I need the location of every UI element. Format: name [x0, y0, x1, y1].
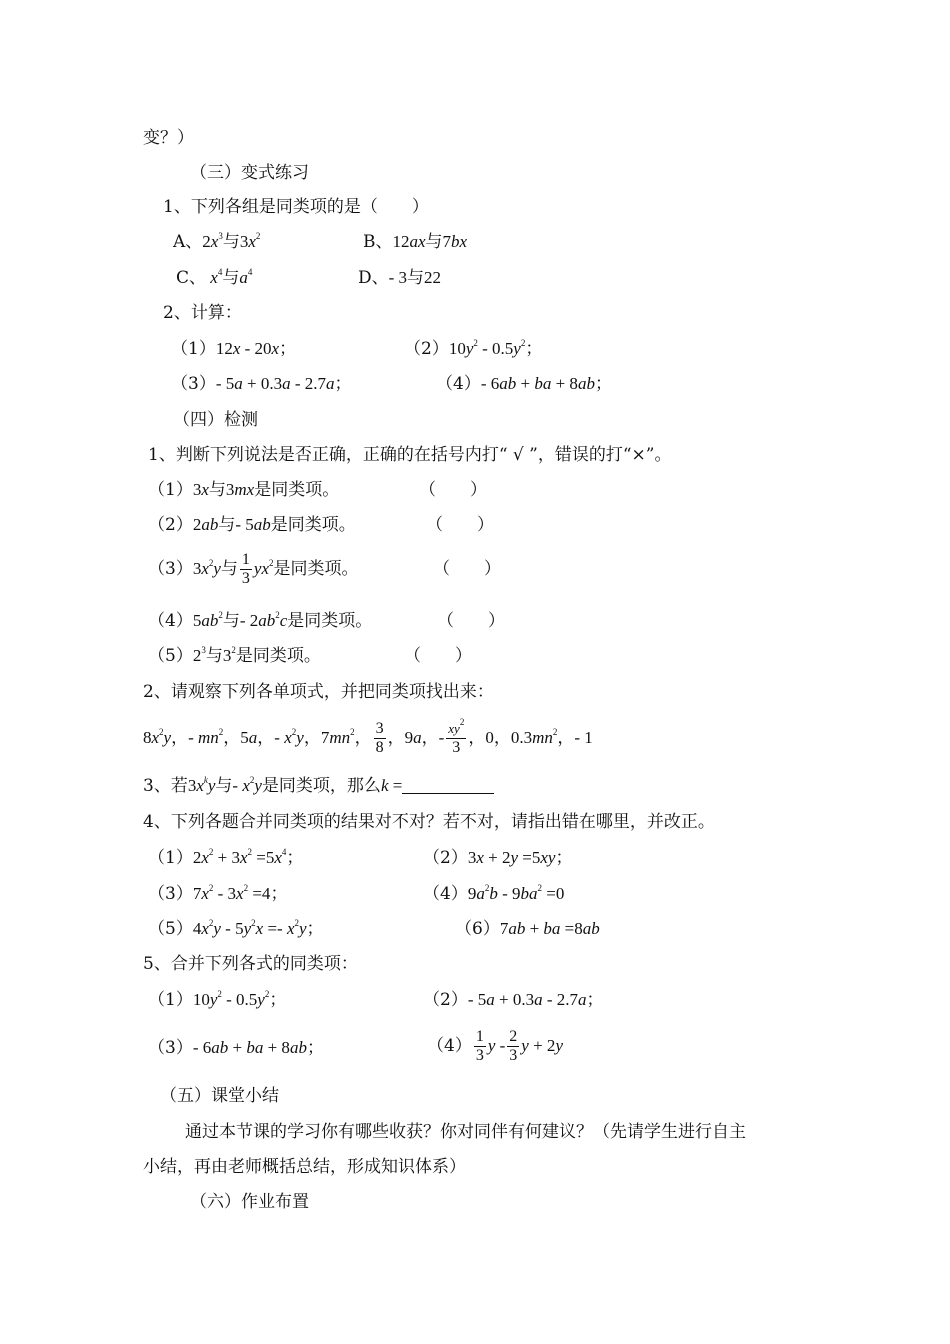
- calc-item: $(2)10y^2 - 0.5y^2$；: [404, 338, 543, 359]
- answer-paren[interactable]: （ ）: [419, 480, 487, 500]
- section-heading: （四）检测: [173, 410, 258, 430]
- check-item: $(4)9a^2b - 9ba^2 =0$: [423, 883, 565, 904]
- check-item: （6）7ab + ba =8ab: [455, 919, 600, 939]
- merge-item: （3）- 6ab + ba + 8ab；: [148, 1038, 324, 1058]
- question: 5、合并下列各式的同类项：: [143, 954, 358, 974]
- calc-item: （3）- 5a + 0.3a - 2.7a；: [171, 374, 352, 394]
- question: 1、下列各组是同类项的是（ ）: [163, 197, 429, 217]
- merge-item: $(1)10y^2 - 0.5y^2$；: [148, 989, 287, 1010]
- judge-item: $(5)2^3$与$3^2$是同类项。: [148, 645, 321, 666]
- check-item: （2）3x + 2y =5xy；: [423, 848, 573, 868]
- judge-item: （1）3x与3mx是同类项。: [148, 480, 340, 500]
- calc-item: （1）12x - 20x；: [171, 339, 297, 359]
- check-item: $(3)7x^2 - 3x^2 =4$；: [148, 883, 288, 904]
- paragraph-line: 通过本节课的学习你有哪些收获？你对同伴有何建议？（先请学生进行自主: [185, 1122, 746, 1142]
- judge-item: $(4)5ab^2$与- $2ab^2c$是同类项。: [148, 610, 373, 631]
- option-c: C、 $x^4$与$a^4$: [176, 267, 253, 288]
- question: 2、计算：: [163, 303, 242, 323]
- check-item: $(1)2x^2 + 3x^2 =5x^4$；: [148, 847, 304, 868]
- question: 2、请观察下列各单项式，并把同类项找出来：: [143, 682, 494, 702]
- question: 1、判断下列说法是否正确，正确的在括号内打“ √ ”，错误的打“×”。: [148, 445, 672, 465]
- text-line: 变？）: [143, 128, 194, 148]
- answer-paren[interactable]: （ ）: [433, 559, 501, 579]
- answer-paren[interactable]: （ ）: [437, 611, 505, 631]
- section-heading: （六）作业布置: [190, 1192, 309, 1212]
- merge-item: （4） $\frac{1}{3}$ y - $\frac{2}{3}$ y + 2y: [427, 1028, 563, 1064]
- paragraph-line: 小结，再由老师概括总结，形成知识体系）: [143, 1157, 466, 1177]
- judge-item: $(3)3x^2y$与 $\frac{1}{3}$ $yx^2$是同类项。: [148, 551, 359, 587]
- question: 4、下列各题合并同类项的结果对不对？若不对，请指出错在哪里，并改正。: [143, 812, 715, 832]
- section-heading: （三）变式练习: [190, 163, 309, 183]
- merge-item: （2）- 5a + 0.3a - 2.7a；: [423, 990, 604, 1010]
- answer-blank[interactable]: [402, 777, 494, 794]
- section-heading: （五）课堂小结: [160, 1086, 279, 1106]
- question: 3、若$3x^ky$与- $x^2y$是同类项，那么k =: [143, 775, 494, 797]
- monomial-list: $8x^2y$，- $mn^2$，5a，- $x^2y$，$7mn^2$， $\frac{3}{8}$ ，9a，- $\frac{xy^2}{3}$ ，0，$0.3mn^2$，- 1: [143, 717, 593, 756]
- option-a: A、$2x^3$与$3x^2$: [173, 231, 261, 252]
- check-item: $(5)4x^2y - 5y^2x =- x^2y$；: [148, 918, 324, 939]
- calc-item: （4）- 6ab + ba + 8ab；: [436, 374, 612, 394]
- answer-paren[interactable]: （ ）: [426, 515, 494, 535]
- option-b: B、12ax与7bx: [363, 232, 468, 252]
- answer-paren[interactable]: （ ）: [404, 646, 472, 666]
- option-d: D、- 3与22: [358, 268, 442, 288]
- judge-item: （2）2ab与- 5ab是同类项。: [148, 515, 356, 535]
